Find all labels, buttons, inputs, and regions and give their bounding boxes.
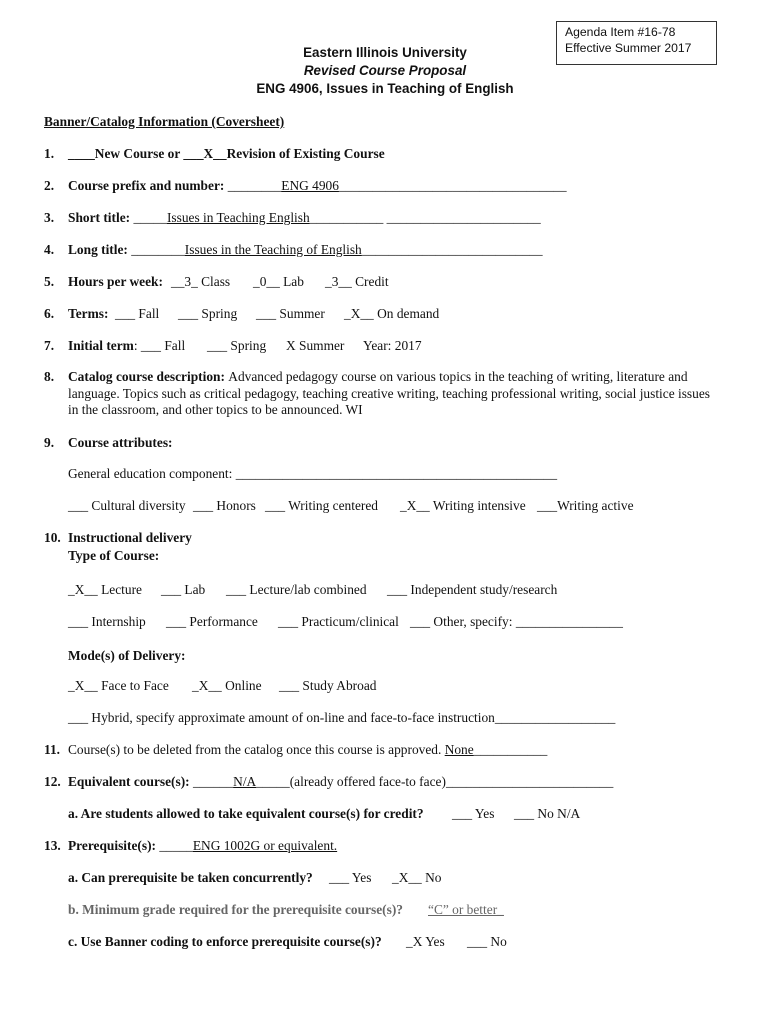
q13b-value: “C” or better_ <box>428 902 504 917</box>
section-title: Banner/Catalog Information (Coversheet) <box>44 114 285 129</box>
course-heading: ENG 4906, Issues in Teaching of English <box>256 81 514 96</box>
q6-spring: ___ Spring <box>178 306 238 321</box>
q10-lecture-lab: ___ Lecture/lab combined <box>226 582 367 597</box>
item-number-1: 1. <box>44 146 55 161</box>
q12-row <box>68 774 613 790</box>
q1-revision: Revision of Existing Course <box>226 146 385 161</box>
q13-value: ENG 1002G or equivalent. <box>192 838 338 853</box>
q13c-yes: _X Yes <box>406 934 445 949</box>
q9-cultural: ___ Cultural diversity <box>68 498 186 513</box>
q10-lecture: _X__ Lecture <box>68 582 142 597</box>
q4-row <box>68 242 543 258</box>
item-number-10: 10. <box>44 530 61 545</box>
q2-blank-pre: ________ <box>227 178 282 193</box>
item-number-3: 3. <box>44 210 55 225</box>
q2-blank-post: __________________________________ <box>338 178 567 193</box>
q12-blank-post: _________________________ <box>445 774 614 789</box>
item-number-4: 4. <box>44 242 55 257</box>
q2-row <box>68 178 567 194</box>
q10-hybrid: ___ Hybrid, specify approximate amount of on-line and face-to-face instruction__________________ <box>68 710 616 725</box>
q13c-label: c. Use Banner coding to enforce prerequisite course(s)? <box>68 934 382 949</box>
q9-writing-active: ___Writing active <box>537 498 634 513</box>
q13c-no: ___ No <box>467 934 507 949</box>
q11-value: None <box>444 742 474 757</box>
q5-lab: _0__ Lab <box>253 274 304 289</box>
q7-summer: X Summer <box>286 338 345 353</box>
q12a-label: a. Are students allowed to take equivalent course(s) for credit? <box>68 806 424 821</box>
q13b-label: b. Minimum grade required for the prerequisite course(s)? <box>68 902 403 917</box>
q13-blank: _____ <box>159 838 193 853</box>
q8-text: Advanced pedagogy course on various topics in the teaching of writing, literature and language. Topics such as critical pedagogy, teaching creative writing, teaching professional writing, social justice issues in the classroom, and other topics to be announced. WI <box>68 369 710 417</box>
q7-fall: : ___ Fall <box>133 338 186 353</box>
q10-other: ___ Other, specify: ________________ <box>410 614 623 629</box>
q11-blank: ___________ <box>473 742 548 757</box>
q9-label: Course attributes: <box>68 435 173 450</box>
agenda-item: Agenda Item #16-78 <box>565 25 676 39</box>
q3-row <box>68 210 541 226</box>
agenda-box <box>556 21 717 65</box>
q4-label: Long title: <box>68 242 132 257</box>
q9-gen-ed: General education component: ________________________________________________ <box>68 466 558 481</box>
q7-label: Initial term <box>68 338 134 353</box>
q5-class: __3_ Class <box>171 274 231 289</box>
item-number-11: 11. <box>44 742 60 757</box>
q10-performance: ___ Performance <box>166 614 258 629</box>
q9-writing-centered: ___ Writing centered <box>265 498 378 513</box>
q12-blank-pre: ______ <box>192 774 234 789</box>
q9-honors: ___ Honors <box>193 498 256 513</box>
q1-row <box>68 146 385 162</box>
q12a-yes: ___ Yes <box>452 806 495 821</box>
q12-note: (already offered face-to face) <box>289 774 446 789</box>
q2-label: Course prefix and number: <box>68 178 228 193</box>
q5-credit: _3__ Credit <box>325 274 389 289</box>
q10-lab: ___ Lab <box>161 582 206 597</box>
effective-date: Effective Summer 2017 <box>565 40 692 55</box>
q1-blank: ____ <box>68 146 95 161</box>
item-number-9: 9. <box>44 435 55 450</box>
q3-blank-pre: _____ <box>133 210 167 225</box>
item-number-13: 13. <box>44 838 61 853</box>
q10-modes-label: Mode(s) of Delivery: <box>68 648 186 663</box>
q3-value: Issues in Teaching English <box>166 210 310 225</box>
q9-writing-intensive: _X__ Writing intensive <box>400 498 526 513</box>
document-subtitle: Revised Course Proposal <box>303 63 467 78</box>
q8-label: Catalog course description: <box>68 369 229 384</box>
q7-spring: ___ Spring <box>207 338 267 353</box>
q13-label: Prerequisite(s): <box>68 838 160 853</box>
q8-description <box>68 369 718 419</box>
q12a-no: ___ No N/A <box>514 806 581 821</box>
item-number-2: 2. <box>44 178 55 193</box>
q5-label: Hours per week: <box>68 274 163 289</box>
q10-practicum: ___ Practicum/clinical <box>278 614 399 629</box>
q1-mark: ___X__ <box>183 146 227 161</box>
item-number-6: 6. <box>44 306 55 321</box>
q4-value: Issues in the Teaching of English <box>184 242 362 257</box>
item-number-7: 7. <box>44 338 55 353</box>
q4-blank-pre: ________ <box>131 242 185 257</box>
q12-value: N/A <box>233 774 257 789</box>
q6-label: Terms: <box>68 306 109 321</box>
q11-row <box>68 742 547 758</box>
q13a-no: _X__ No <box>392 870 442 885</box>
item-number-5: 5. <box>44 274 55 289</box>
q11-text: Course(s) to be deleted from the catalog once this course is approved. <box>68 742 445 757</box>
item-number-8: 8. <box>44 369 55 384</box>
q10-face-to-face: _X__ Face to Face <box>68 678 169 693</box>
q10-study-abroad: ___ Study Abroad <box>279 678 377 693</box>
q6-fall: ___ Fall <box>115 306 160 321</box>
q3-blank-post: ___________ _______________________ <box>309 210 541 225</box>
university-name: Eastern Illinois University <box>303 45 467 60</box>
q6-on-demand: _X__ On demand <box>344 306 440 321</box>
item-number-12: 12. <box>44 774 61 789</box>
q13a-yes: ___ Yes <box>329 870 372 885</box>
q3-label: Short title: <box>68 210 134 225</box>
q12-blank-mid: _____ <box>256 774 290 789</box>
q12-label: Equivalent course(s): <box>68 774 193 789</box>
q4-blank-post: ___________________________ <box>361 242 543 257</box>
q10-independent: ___ Independent study/research <box>387 582 558 597</box>
q10-label: Instructional delivery <box>68 530 192 545</box>
q13a-label: a. Can prerequisite be taken concurrently? <box>68 870 313 885</box>
q6-summer: ___ Summer <box>256 306 325 321</box>
q7-year: Year: 2017 <box>363 338 422 353</box>
q10-type-label: Type of Course: <box>68 548 160 563</box>
q13-row <box>68 838 337 854</box>
q1-new-course: New Course or <box>94 146 184 161</box>
q10-internship: ___ Internship <box>68 614 146 629</box>
q10-online: _X__ Online <box>192 678 262 693</box>
q2-value: ENG 4906 <box>281 178 339 193</box>
q7-row <box>68 338 185 354</box>
